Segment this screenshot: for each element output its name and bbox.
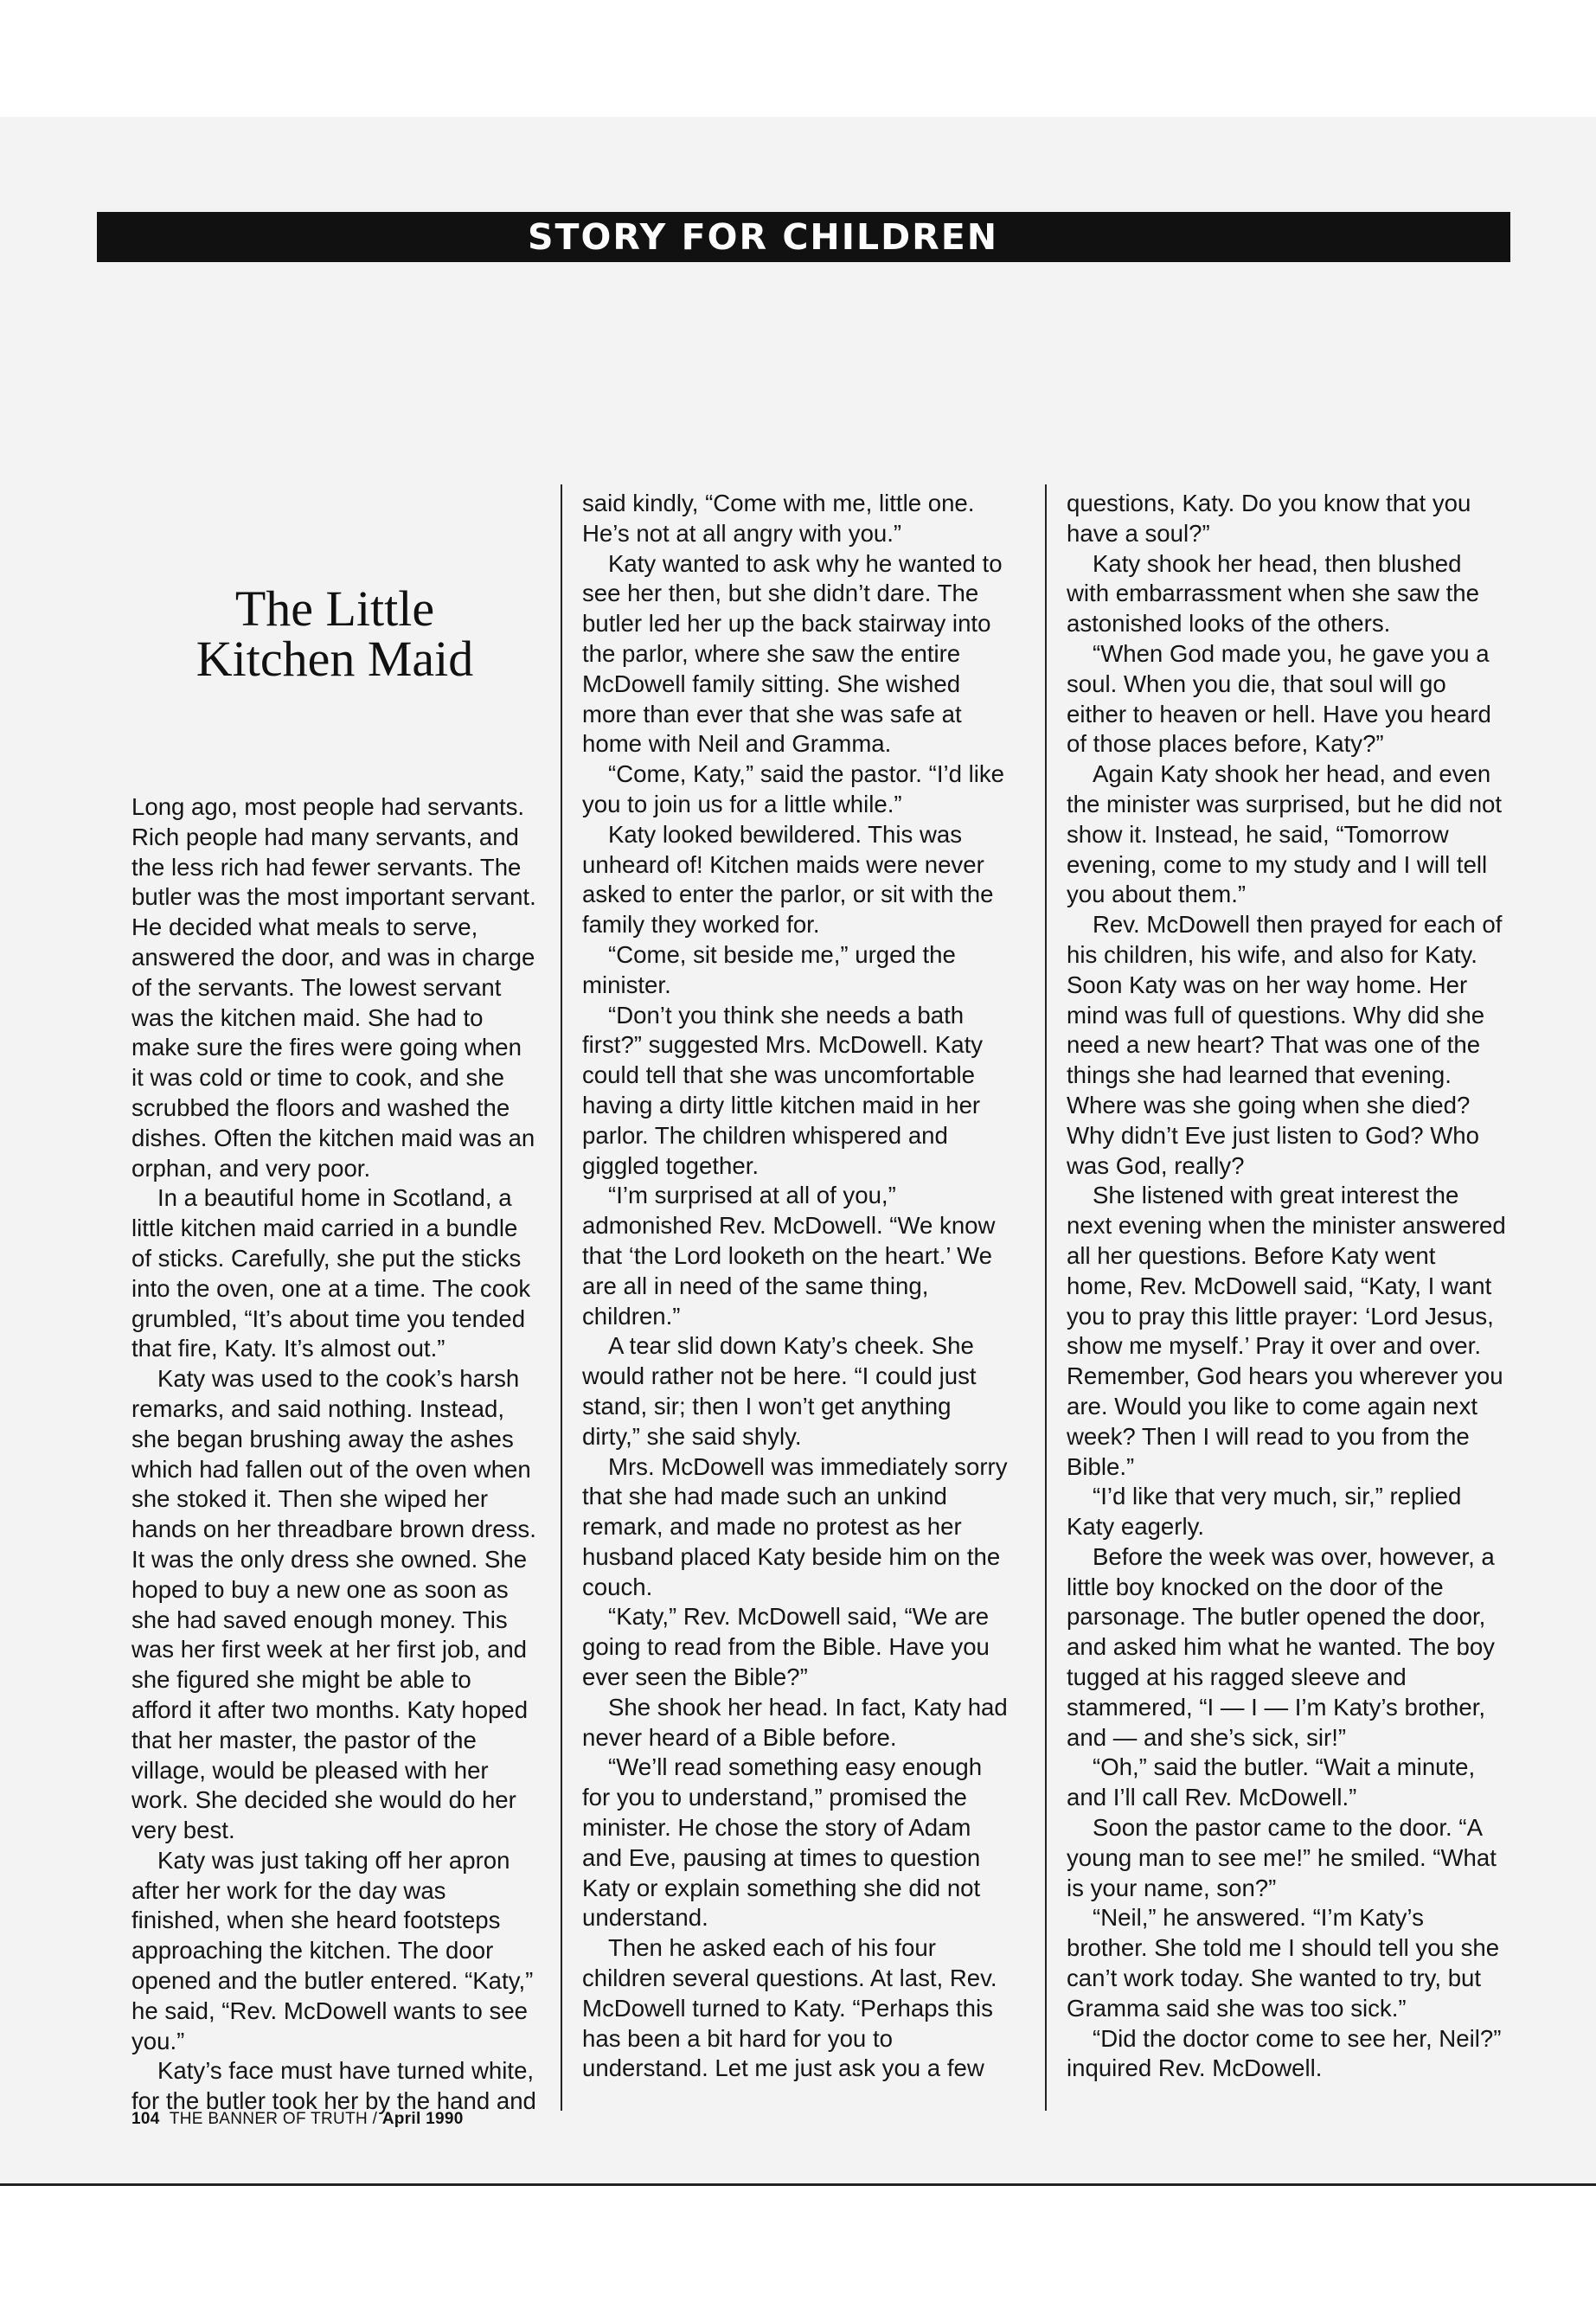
paragraph: She shook her head. In fact, Katy had never heard of a Bible before.	[582, 1693, 1008, 1751]
paragraph: Katy was used to the cook’s harsh remarks, and said nothing. Instead, she began brushing away the ashes which had fallen out of the oven when she stoked it. Then she wiped her hands on her threadbare brown dress. It was the only dress she owned. She hoped to buy a new one as soon as she had saved enough money. This was her first week at her first job, and she figured she might be able to afford it after two months. Katy hoped that her master, the pastor of the village, would be pleased with her work. She decided she would do her very best.	[131, 1365, 536, 1844]
paragraph: Mrs. McDowell was immediately sorry that she had made such an unkind remark, and made no protest as her husband placed Katy beside him on the couch.	[582, 1452, 1008, 1600]
issue-date: April 1990	[381, 2110, 464, 2128]
paragraph: Katy’s face must have turned white, for the butler took her by the hand and	[131, 2057, 536, 2115]
paragraph: Then he asked each of his four children several questions. At last, Rev. McDowell turned to Katy. “Perhaps this has been a bit hard for you to understand. Let me just ask you a few	[582, 1934, 997, 2082]
paragraph: “We’ll read something easy enough for you to understand,” promised the minister. He chose the story of Adam and Eve, pausing at times to question Katy or explain something she did not understand.	[582, 1753, 983, 1932]
paragraph: “Katy,” Rev. McDowell said, “We are going to read from the Bible. Have you ever seen the Bible?”	[582, 1603, 990, 1691]
paragraph: Again Katy shook her head, and even the minister was surprised, but he did not show it. Instead, he said, “Tomorrow evening, come to my study and I will tell you about them.”	[1067, 760, 1503, 908]
text-column-2	[582, 489, 1015, 2084]
paragraph: “Don’t you think she needs a bath first?” suggested Mrs. McDowell. Katy could tell that she was uncomfortable having a dirty little kitchen maid in her parlor. The children whispered and giggled together.	[582, 1001, 984, 1179]
paragraph: “Neil,” he answered. “I’m Katy’s brother. She told me I should tell you she can’t work today. She wanted to try, but Gramma said she was too sick.”	[1067, 1904, 1500, 2022]
paragraph: Katy looked bewildered. This was unheard of! Kitchen maids were never asked to enter the parlor, or sit with the family they worked for.	[582, 820, 994, 939]
paragraph: She listened with great interest the next evening when the minister answered all her questions. Before Katy went home, Rev. McDowell said, “Katy, I want you to pray this little prayer: ‘Lord Jesus, show me myself.’ Pray it over and over. Remember, God hears you wherever you are. Would you like to come again next week? Then I will read to you from the Bible.”	[1067, 1182, 1506, 1480]
column-divider	[1045, 484, 1047, 2111]
paragraph: “Come, sit beside me,” urged the minister.	[582, 940, 956, 998]
story-title-line: The Little	[234, 580, 435, 637]
paragraph: questions, Katy. Do you know that you have a soul?”	[1067, 490, 1471, 547]
paragraph: Soon the pastor came to the door. “A young man to see me!” he smiled. “What is your name, son?”	[1067, 1814, 1497, 1901]
paragraph: Rev. McDowell then prayed for each of his children, his wife, and also for Katy. Soon Katy was on her way home. Her mind was full of questions. Why did she need a new heart? That was one of the things she had learned that evening. Where was she going when she died? Why didn’t Eve just listen to God? Who was God, really?	[1067, 911, 1503, 1179]
page-footer	[131, 2110, 464, 2129]
paragraph: said kindly, “Come with me, little one. He’s not at all angry with you.”	[582, 490, 975, 547]
paragraph: Katy was just taking off her apron after her work for the day was finished, when she heard footsteps approaching the kitchen. The door opened and the butler entered. “Katy,” he said, “Rev. McDowell wants to see you.”	[131, 1846, 534, 2054]
bottom-rule	[0, 2183, 1596, 2186]
paragraph: “Did the doctor come to see her, Neil?” inquired Rev. McDowell.	[1067, 2024, 1502, 2082]
paragraph: Before the week was over, however, a little boy knocked on the door of the parsonage. The butler opened the door, and asked him what he wanted. The boy tugged at his ragged sleeve and stammered, “I — I — I’m Katy’s brother, and — and she’s sick, sir!”	[1067, 1542, 1495, 1751]
paragraph: “When God made you, he gave you a soul. When you die, that soul will go either to heaven or hell. Have you heard of those places before, Katy?”	[1067, 639, 1491, 758]
paragraph: Long ago, most people had servants. Rich people had many servants, and the less rich had fewer servants. The butler was the most important servant. He decided what meals to serve, answered the door, and was in charge of the servants. The lowest servant was the kitchen maid. She had to make sure the fires were going when it was cold or time to cook, and she scrubbed the floors and washed the dishes. Often the kitchen maid was an orphan, and very poor.	[131, 793, 536, 1182]
section-banner	[97, 212, 1510, 262]
column-divider	[561, 484, 562, 2111]
story-title	[131, 580, 538, 687]
paragraph: In a beautiful home in Scotland, a little kitchen maid carried in a bundle of sticks. Carefully, she put the sticks into the oven, one at a time. The cook grumbled, “It’s about time you tended that fire, Katy. It’s almost out.”	[131, 1184, 531, 1362]
paragraph: A tear slid down Katy’s cheek. She would rather not be here. “I could just stand, sir; then I won’t get anything dirty,” she said shyly.	[582, 1332, 977, 1450]
story-title-line: Kitchen Maid	[195, 631, 474, 687]
paragraph: “Come, Katy,” said the pastor. “I’d like you to join us for a little while.”	[582, 760, 1005, 817]
paragraph: “Oh,” said the butler. “Wait a minute, and I’ll call Rev. McDowell.”	[1067, 1753, 1476, 1811]
paragraph: Katy shook her head, then blushed with embarrassment when she saw the astonished looks of the others.	[1067, 549, 1479, 638]
text-column-3	[1067, 489, 1508, 2084]
paragraph: “I’m surprised at all of you,” admonished Rev. McDowell. “We know that ‘the Lord looketh on the heart.’ We are all in need of the same thing, children.”	[582, 1182, 996, 1330]
paragraph: Katy wanted to ask why he wanted to see her then, but she didn’t dare. The butler led her up the back stairway into the parlor, where she saw the entire McDowell family sitting. She wished more than ever that she was safe at home with Neil and Gramma.	[582, 549, 1003, 758]
paragraph: “I’d like that very much, sir,” replied Katy eagerly.	[1067, 1483, 1462, 1541]
text-column-1	[131, 792, 538, 2117]
page-number: 104	[131, 2110, 160, 2128]
section-title: STORY FOR CHILDREN	[527, 216, 999, 258]
publication-name: THE BANNER OF TRUTH /	[169, 2110, 378, 2128]
